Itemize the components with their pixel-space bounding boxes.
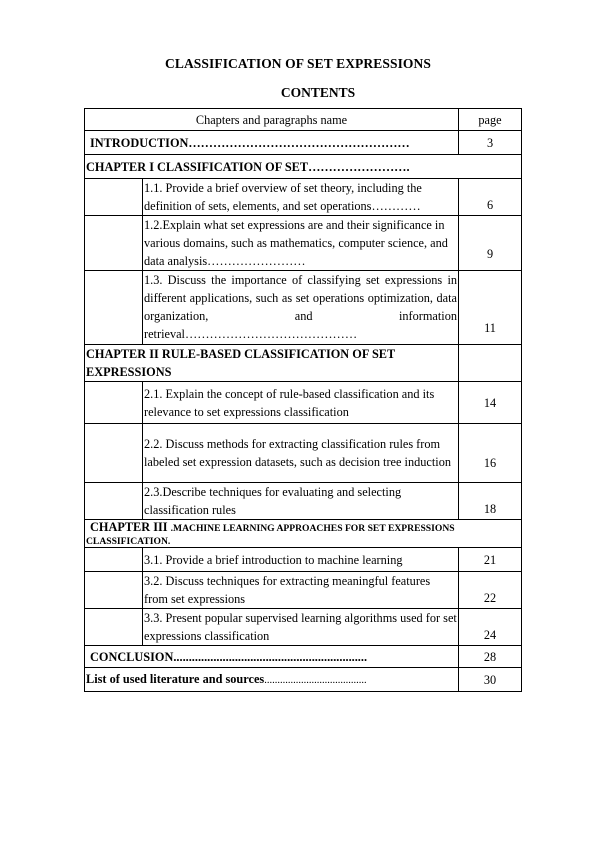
section-2-1-text: 2.1. Explain the concept of rule-based classification and its relevance to set expressions classification	[143, 382, 459, 424]
indent-cell	[85, 483, 143, 520]
contents-heading: CONTENTS	[280, 85, 356, 100]
header-chapters: Chapters and paragraphs name	[85, 109, 459, 131]
header-page: page	[459, 109, 522, 131]
section-2-2-page: 16	[459, 424, 522, 483]
literature-page: 30	[459, 668, 522, 692]
section-3-3-text: 3.3. Present popular supervised learning algorithms used for set expressions classification	[143, 609, 459, 646]
section-2-3-text: 2.3.Describe techniques for evaluating and selecting classification rules	[143, 483, 459, 520]
table-row	[85, 424, 522, 483]
conclusion-row	[85, 646, 522, 668]
contents-table	[84, 108, 522, 692]
literature-label: List of used literature and sources	[86, 671, 265, 686]
table-row	[85, 548, 522, 572]
section-1-1-text: 1.1. Provide a brief overview of set theory, including the definition of sets, elements, and set operations…………	[143, 179, 459, 216]
chapter2-row	[85, 345, 522, 382]
chapter3-row	[85, 520, 522, 548]
document-title: CLASSIFICATION OF SET EXPRESSIONS	[164, 56, 431, 71]
table-row	[85, 483, 522, 520]
chapter1-row	[85, 155, 522, 179]
indent-cell	[85, 609, 143, 646]
indent-cell	[85, 271, 143, 345]
table-row	[85, 179, 522, 216]
indent-cell	[85, 179, 143, 216]
conclusion-label: CONCLUSION...............................................................	[85, 646, 459, 668]
section-3-2-text: 3.2. Discuss techniques for extracting meaningful features from set expressions	[143, 572, 459, 609]
literature-row	[85, 668, 522, 692]
conclusion-page: 28	[459, 646, 522, 668]
table-row	[85, 572, 522, 609]
section-3-1-page: 21	[459, 548, 522, 572]
chapter2-label: CHAPTER II RULE-BASED CLASSIFICATION OF SET EXPRESSIONS	[85, 345, 459, 382]
table-header-row	[85, 109, 522, 131]
chapter1-label: CHAPTER I CLASSIFICATION OF SET…………………….	[85, 155, 522, 179]
section-2-2-text: 2.2. Discuss methods for extracting classification rules from labeled set expression datasets, such as decision tree induction	[143, 424, 459, 483]
table-row	[85, 609, 522, 646]
section-2-1-page: 14	[459, 382, 522, 424]
table-row	[85, 382, 522, 424]
section-3-1-text: 3.1. Provide a brief introduction to machine learning	[143, 548, 459, 572]
section-1-1-page: 6	[459, 179, 522, 216]
chapter3-cell	[85, 520, 522, 548]
chapter3-title: .MACHINE LEARNING APPROACHES FOR SET EXPRESSIONS CLASSIFICATION.	[86, 522, 455, 547]
literature-leader-dots: .......................................	[264, 674, 367, 686]
indent-cell	[85, 382, 143, 424]
section-1-2-page: 9	[459, 216, 522, 271]
indent-cell	[85, 548, 143, 572]
indent-cell	[85, 424, 143, 483]
empty-page-cell	[459, 345, 522, 382]
table-row	[85, 216, 522, 271]
section-3-3-page: 24	[459, 609, 522, 646]
section-2-3-page: 18	[459, 483, 522, 520]
table-row	[85, 271, 522, 345]
indent-cell	[85, 216, 143, 271]
introduction-label: INTRODUCTION………………………………………………	[85, 131, 459, 155]
section-1-3-page: 11	[459, 271, 522, 345]
literature-cell	[85, 668, 459, 692]
introduction-row	[85, 131, 522, 155]
introduction-page: 3	[459, 131, 522, 155]
section-1-2-text: 1.2.Explain what set expressions are and their significance in various domains, such as mathematics, computer science, and data analysis……………………	[143, 216, 459, 271]
section-3-2-page: 22	[459, 572, 522, 609]
section-1-3-text: 1.3. Discuss the importance of classifying set expressions in different applications, such as set operations optimization, data organization, and information retrieval……………………………………	[143, 271, 459, 345]
chapter3-label: CHAPTER III	[90, 519, 168, 534]
indent-cell	[85, 572, 143, 609]
